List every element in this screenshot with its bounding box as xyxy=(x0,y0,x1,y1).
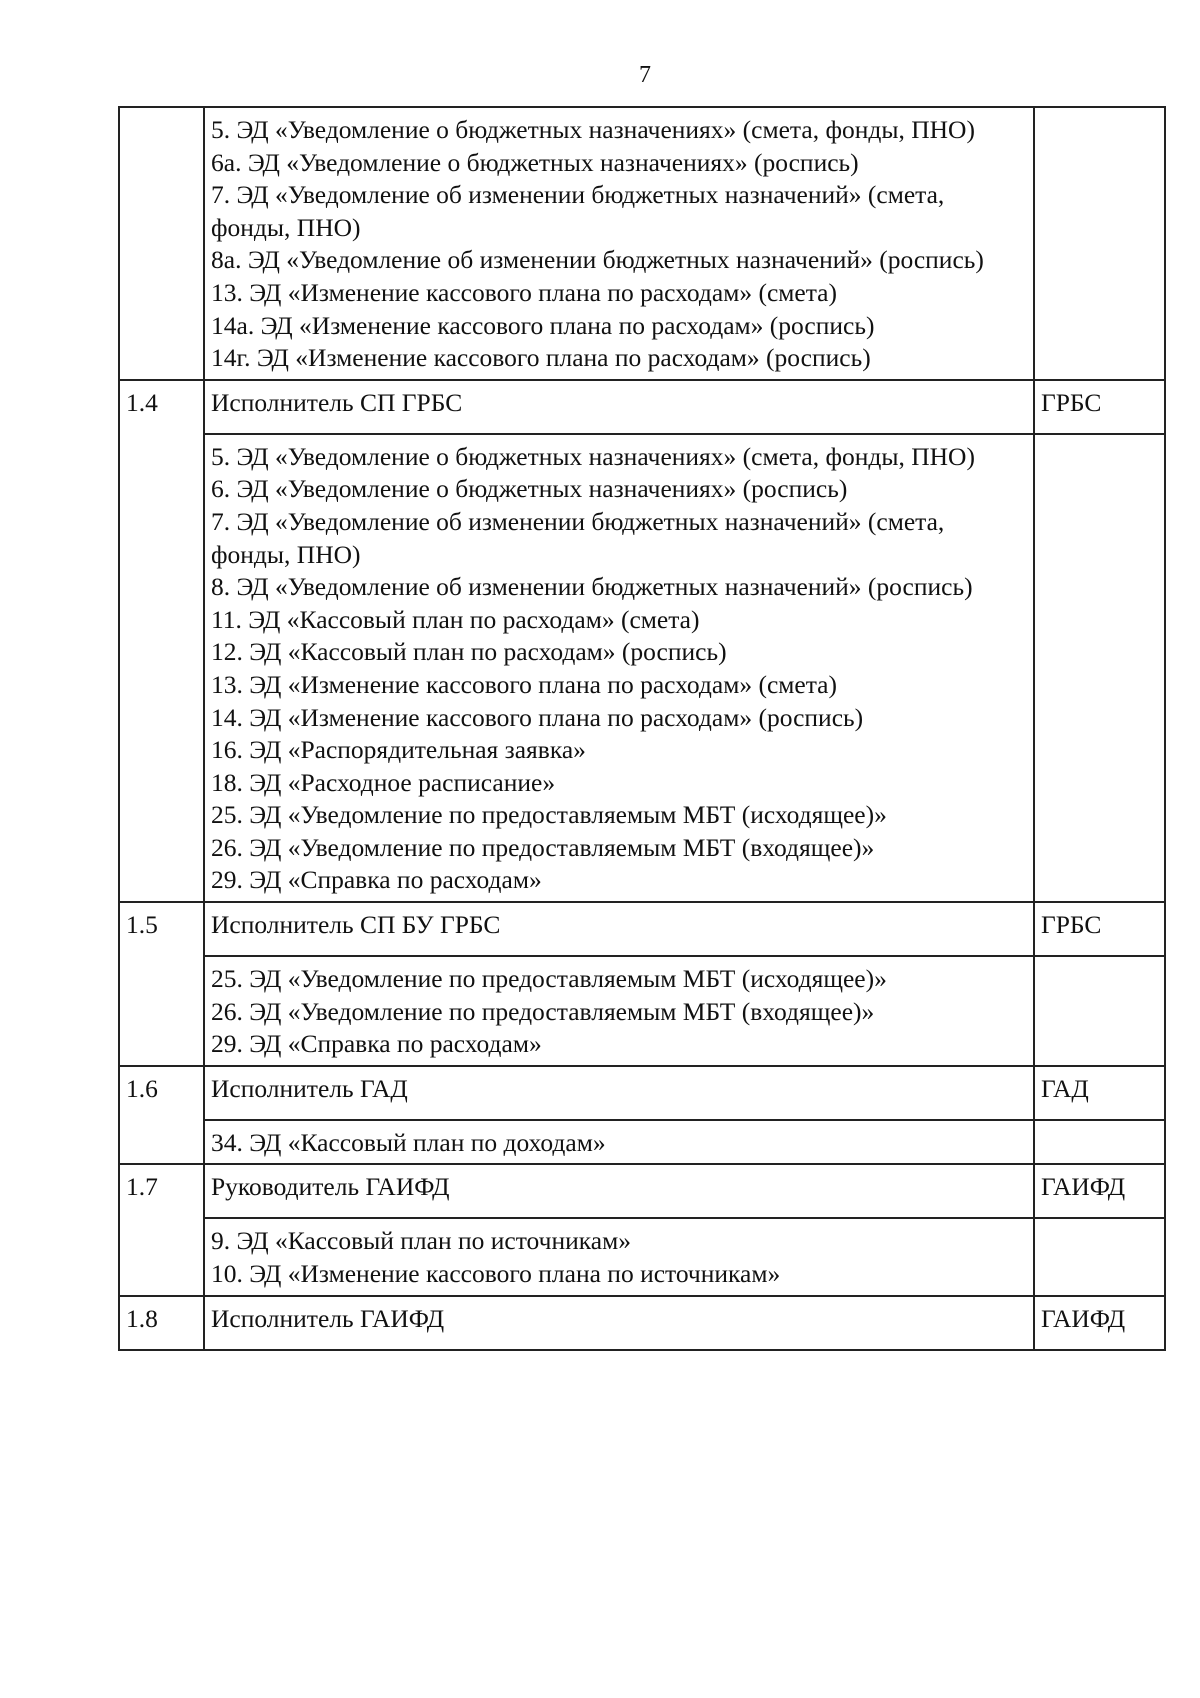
section-documents-row xyxy=(119,956,1165,1066)
document-list-item: 25. ЭД «Уведомление по предоставляемым МБТ (исходящее)» xyxy=(211,964,887,994)
document-list-item: 16. ЭД «Распорядительная заявка» xyxy=(211,735,586,765)
document-list-item: 18. ЭД «Расходное расписание» xyxy=(211,767,556,797)
document-list-item: 26. ЭД «Уведомление по предоставляемым МБТ (входящее)» xyxy=(211,832,875,862)
section-org-code: ГРБС xyxy=(1034,380,1165,434)
section-header-row xyxy=(119,1066,1165,1120)
document-list-item: 26. ЭД «Уведомление по предоставляемым МБТ (входящее)» xyxy=(211,996,875,1026)
document-list-item: 6. ЭД «Уведомление о бюджетных назначениях» (роспись) xyxy=(211,474,848,504)
section-number: 1.6 xyxy=(119,1066,204,1165)
section-org-code: ГАД xyxy=(1034,1066,1165,1120)
document-list-item: 7. ЭД «Уведомление об изменении бюджетных назначений» (смета, фонды, ПНО) xyxy=(211,180,945,242)
section-header-row xyxy=(119,1164,1165,1218)
empty-code-cell xyxy=(1034,1218,1165,1295)
section-role-title: Исполнитель СП ГРБС xyxy=(204,380,1034,434)
document-list-item: 14. ЭД «Изменение кассового плана по расходам» (роспись) xyxy=(211,702,864,732)
document-list-item: 14а. ЭД «Изменение кассового плана по расходам» (роспись) xyxy=(211,310,875,340)
document-list-item: 9. ЭД «Кассовый план по источникам» xyxy=(211,1226,631,1256)
document-list-item: 25. ЭД «Уведомление по предоставляемым МБТ (исходящее)» xyxy=(211,800,887,830)
document-list-item: 29. ЭД «Справка по расходам» xyxy=(211,865,542,895)
section-role-title: Исполнитель СП БУ ГРБС xyxy=(204,902,1034,956)
section-number: 1.4 xyxy=(119,380,204,902)
section-role-title: Исполнитель ГАИФД xyxy=(204,1296,1034,1350)
section-org-code: ГАИФД xyxy=(1034,1296,1165,1350)
section-documents-row xyxy=(119,1120,1165,1165)
empty-code-cell xyxy=(1034,1120,1165,1165)
table-body xyxy=(119,107,1165,1350)
section-documents-row xyxy=(119,1218,1165,1295)
document-list-item: 8а. ЭД «Уведомление об изменении бюджетных назначений» (роспись) xyxy=(211,245,984,275)
section-number xyxy=(119,107,204,380)
document-list xyxy=(204,107,1034,380)
document-list-item: 34. ЭД «Кассовый план по доходам» xyxy=(211,1127,606,1157)
empty-code-cell xyxy=(1034,107,1165,380)
document-list-item: 13. ЭД «Изменение кассового плана по расходам» (смета) xyxy=(211,277,837,307)
document-list-item: 11. ЭД «Кассовый план по расходам» (смета) xyxy=(211,604,700,634)
document-list-item: 6а. ЭД «Уведомление о бюджетных назначениях» (роспись) xyxy=(211,147,859,177)
document-list-item: 7. ЭД «Уведомление об изменении бюджетных назначений» (смета, фонды, ПНО) xyxy=(211,506,945,569)
section-org-code: ГАИФД xyxy=(1034,1164,1165,1218)
page-number: 7 xyxy=(639,62,651,88)
empty-code-cell xyxy=(1034,434,1165,902)
empty-code-cell xyxy=(1034,956,1165,1066)
document-list-item: 5. ЭД «Уведомление о бюджетных назначениях» (смета, фонды, ПНО) xyxy=(211,441,975,471)
document-list xyxy=(204,1218,1034,1295)
document-list-item: 8. ЭД «Уведомление об изменении бюджетных назначений» (роспись) xyxy=(211,572,973,602)
document-list xyxy=(204,1120,1034,1165)
section-number: 1.7 xyxy=(119,1164,204,1295)
section-role-title: Исполнитель ГАД xyxy=(204,1066,1034,1120)
document-list-item: 29. ЭД «Справка по расходам» xyxy=(211,1029,542,1059)
section-header-row xyxy=(119,1296,1165,1350)
document-list xyxy=(204,434,1034,902)
section-number: 1.8 xyxy=(119,1296,204,1350)
roles-documents-table xyxy=(118,106,1166,1351)
section-org-code: ГРБС xyxy=(1034,902,1165,956)
section-documents-row xyxy=(119,434,1165,902)
document-list-item: 12. ЭД «Кассовый план по расходам» (роспись) xyxy=(211,637,727,667)
document-list xyxy=(204,956,1034,1066)
section-role-title: Руководитель ГАИФД xyxy=(204,1164,1034,1218)
document-list-item: 5. ЭД «Уведомление о бюджетных назначениях» (смета, фонды, ПНО) xyxy=(211,115,975,144)
section-header-row xyxy=(119,902,1165,956)
section-number: 1.5 xyxy=(119,902,204,1066)
section-documents-row xyxy=(119,107,1165,380)
document-list-item: 14г. ЭД «Изменение кассового плана по расходам» (роспись) xyxy=(211,343,871,373)
section-header-row xyxy=(119,380,1165,434)
document-list-item: 10. ЭД «Изменение кассового плана по источникам» xyxy=(211,1259,781,1289)
document-list-item: 13. ЭД «Изменение кассового плана по расходам» (смета) xyxy=(211,669,837,699)
